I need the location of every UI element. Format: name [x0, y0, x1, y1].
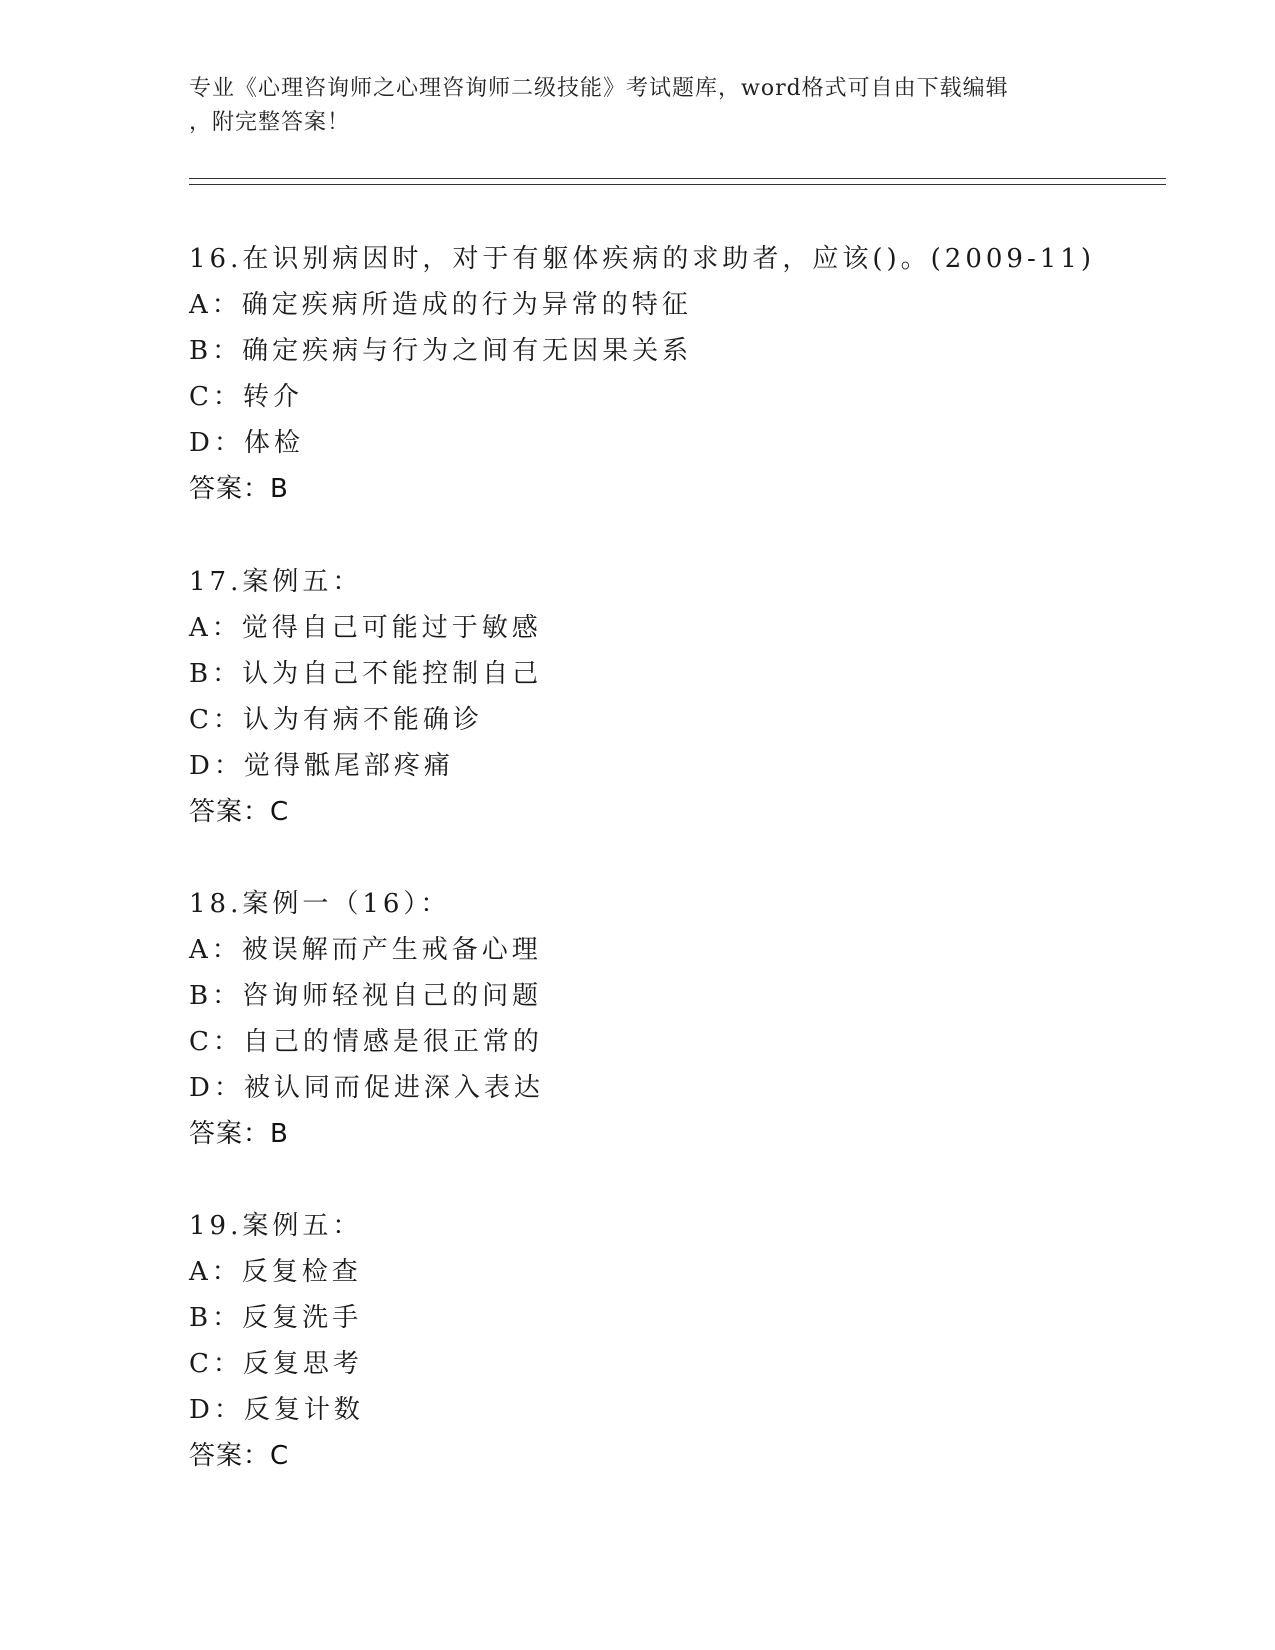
question-18 — [189, 881, 1189, 1157]
option-c: C：认为有病不能确诊 — [189, 705, 483, 735]
option-d: D：反复计数 — [189, 1395, 364, 1425]
option-d: D：被认同而促进深入表达 — [189, 1073, 544, 1103]
answer: 答案：C — [189, 797, 290, 827]
question-16 — [189, 236, 1189, 512]
document-header — [189, 72, 1089, 140]
question-19 — [189, 1203, 1189, 1479]
answer: 答案：B — [189, 474, 289, 504]
option-a: A：确定疾病所造成的行为异常的特征 — [189, 290, 692, 320]
option-d: D：体检 — [189, 428, 304, 458]
option-b: B：认为自己不能控制自己 — [189, 659, 543, 689]
answer: 答案：B — [189, 1119, 289, 1149]
question-stem: 19.案例五： — [189, 1211, 363, 1241]
option-b: B：反复洗手 — [189, 1303, 363, 1333]
header-divider-top — [189, 178, 1166, 179]
option-c: C：自己的情感是很正常的 — [189, 1027, 543, 1057]
header-divider-bottom — [189, 184, 1166, 185]
option-b: B：咨询师轻视自己的问题 — [189, 981, 543, 1011]
option-a: A：觉得自己可能过于敏感 — [189, 613, 542, 643]
header-line-1: 专业《心理咨询师之心理咨询师二级技能》考试题库，word格式可自由下载编辑 — [189, 76, 1009, 101]
header-line-2: ，附完整答案！ — [189, 110, 351, 135]
option-a: A：反复检查 — [189, 1257, 362, 1287]
question-stem: 18.案例一（16）： — [189, 889, 451, 919]
option-d: D：觉得骶尾部疼痛 — [189, 751, 454, 781]
question-stem: 17.案例五： — [189, 567, 363, 597]
question-17 — [189, 559, 1189, 835]
question-stem: 16.在识别病因时，对于有躯体疾病的求助者，应该()。(2009-11) — [189, 244, 1095, 274]
option-c: C：反复思考 — [189, 1349, 363, 1379]
option-c: C：转介 — [189, 382, 303, 412]
option-a: A：被误解而产生戒备心理 — [189, 935, 542, 965]
option-b: B：确定疾病与行为之间有无因果关系 — [189, 336, 693, 366]
answer: 答案：C — [189, 1441, 290, 1471]
